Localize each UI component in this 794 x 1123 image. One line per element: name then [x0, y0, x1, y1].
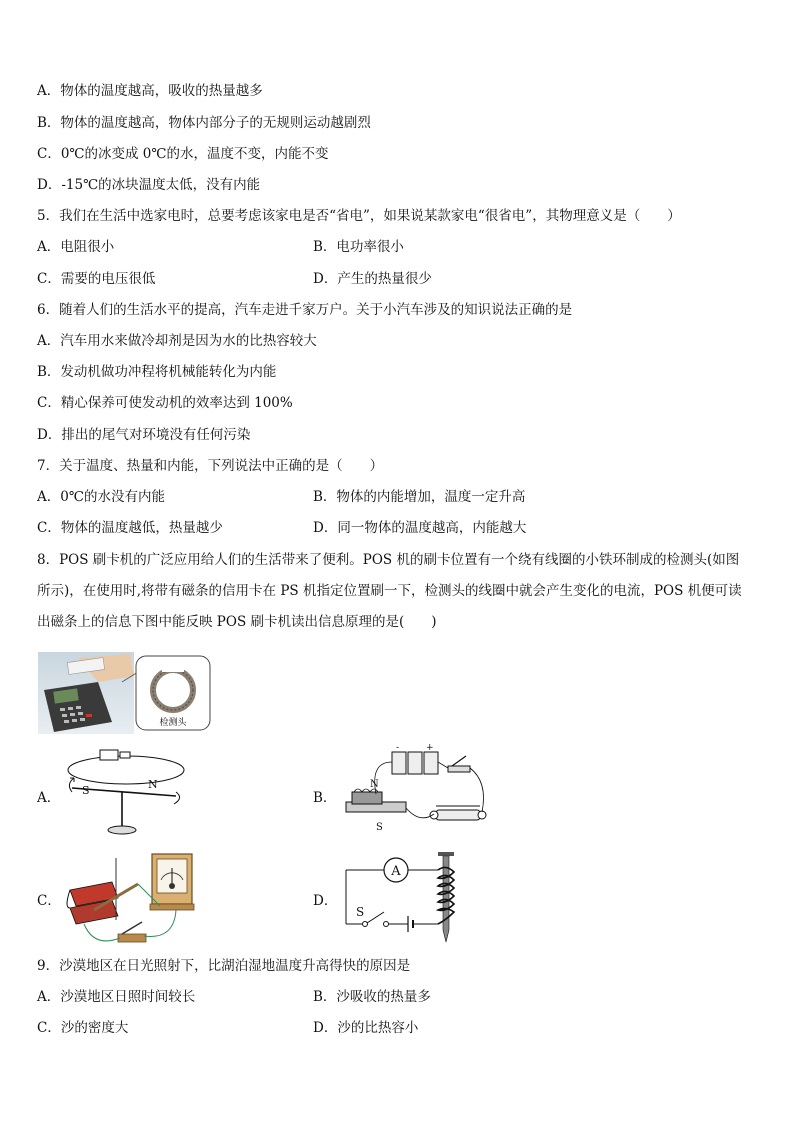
q7-stem: 7．关于温度、热量和内能，下列说法中正确的是（ ）: [37, 458, 384, 474]
detector-caption: 检测头: [159, 718, 187, 728]
q5-option-c: C．需要的电压很低: [37, 271, 156, 287]
ammeter-coil-circuit-figure: [342, 850, 472, 944]
battery-plus: +: [426, 743, 434, 753]
q9-stem: 9．沙漠地区在日光照射下，比湖泊湿地温度升高得快的原因是: [37, 958, 411, 974]
pos-machine-figure: [38, 652, 213, 734]
q7-option-d: D．同一物体的温度越高，内能越大: [313, 520, 527, 536]
q8-option-d-label: D．: [313, 893, 338, 909]
q5-stem: 5．我们在生活中选家电时，总要考虑该家电是否“省电”，如果说某款家电“很省电”，其物理意义是（ ）: [37, 208, 681, 224]
magnet-n-label: N: [370, 779, 379, 790]
ammeter-label: A: [391, 864, 401, 879]
q7-option-c: C．物体的温度越低，热量越少: [37, 520, 223, 536]
q4-option-b: B．物体的温度越高，物体内部分子的无规则运动越剧烈: [37, 115, 371, 131]
pos-machine-illustration: [38, 652, 213, 734]
compass-wire-figure: [64, 748, 189, 838]
q4-option-c: C．0℃的冰变成 0℃的水，温度不变，内能不变: [37, 146, 329, 162]
q6-option-d: D．排出的尾气对环境没有任何污染: [37, 427, 251, 443]
q4-option-a: A．物体的温度越高，吸收的热量越多: [37, 83, 263, 99]
q8-option-b-label: B．: [313, 790, 337, 806]
q7-option-a: A．0℃的水没有内能: [37, 489, 165, 505]
q6-stem: 6．随着人们的生活水平的提高，汽车走进千家万户。关于小汽车涉及的知识说法正确的是: [37, 302, 573, 318]
q5-option-d: D．产生的热量很少: [313, 271, 432, 287]
q6-option-a: A．汽车用水来做冷却剂是因为水的比热容较大: [37, 333, 317, 349]
compass-n-label: N: [148, 778, 158, 791]
q9-option-b: B．沙吸收的热量多: [313, 989, 431, 1005]
q6-option-b: B．发动机做功冲程将机械能转化为内能: [37, 364, 277, 380]
electromagnet-circuit-figure: [340, 742, 490, 834]
q9-option-a: A．沙漠地区日照时间较长: [37, 989, 196, 1005]
q9-option-c: C．沙的密度大: [37, 1020, 129, 1036]
compass-s-label: S: [82, 784, 90, 797]
q8-stem-line3: 出磁条上的信息下图中能反映 POS 刷卡机读出信息原理的是( ): [37, 614, 437, 630]
q8-option-c-label: C．: [37, 893, 61, 909]
q7-option-b: B．物体的内能增加，温度一定升高: [313, 489, 526, 505]
q8-option-a-label: A．: [37, 790, 61, 806]
q4-option-d: D．-15℃的冰块温度太低，没有内能: [37, 177, 261, 193]
q5-option-b: B．电功率很小: [313, 239, 404, 255]
magnet-s-label: S: [376, 822, 383, 833]
q8-stem-line1: 8．POS 刷卡机的广泛应用给人们的生活带来了便利。POS 机的刷卡位置有一个绕有线圈的小铁环制成的检测头(如图: [37, 552, 740, 568]
q5-option-a: A．电阻很小: [37, 239, 115, 255]
q8-stem-line2: 所示)，在使用时,将带有磁条的信用卡在 PS 机指定位置刷一下，检测头的线圈中就会产生变化的电流，POS 机便可读: [37, 583, 742, 599]
battery-minus: -: [396, 743, 400, 753]
switch-label: S: [356, 905, 365, 919]
q9-option-d: D．沙的比热容小: [313, 1020, 419, 1036]
q6-option-c: C．精心保养可使发动机的效率达到 100%: [37, 395, 293, 411]
induction-galvanometer-figure: [64, 850, 204, 950]
